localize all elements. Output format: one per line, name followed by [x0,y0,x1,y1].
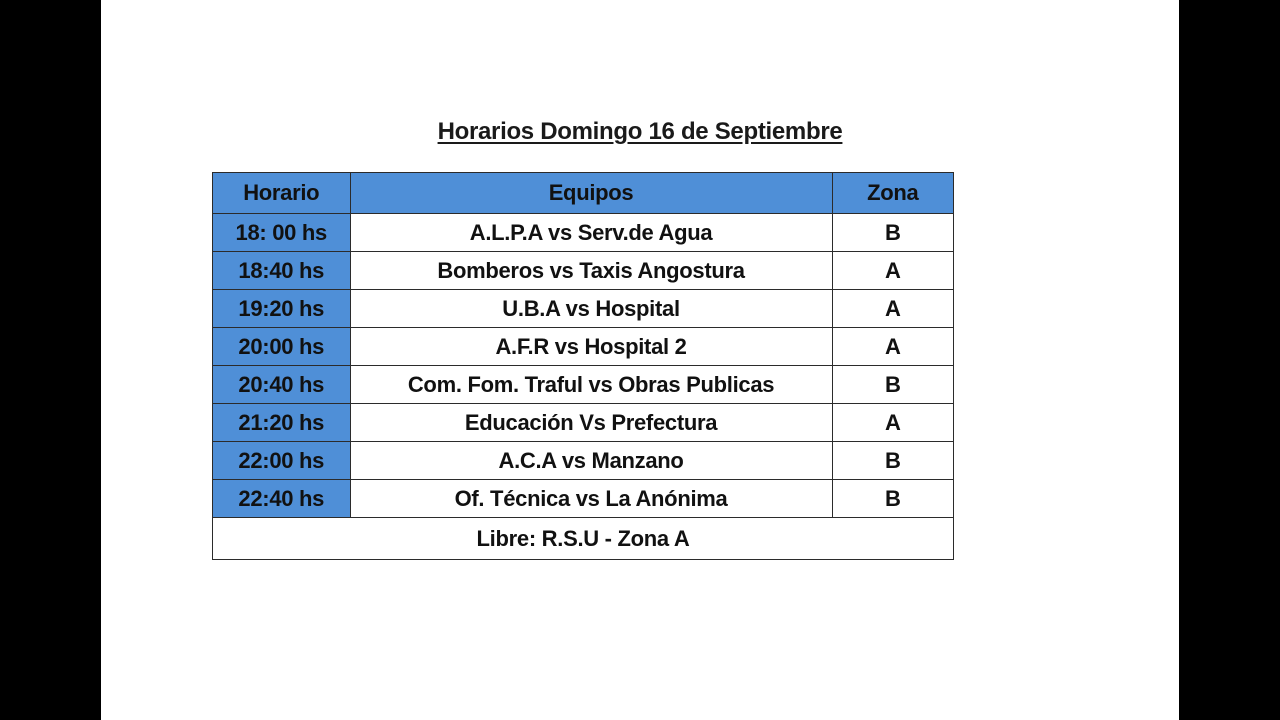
match-teams: A.L.P.A vs Serv.de Agua [350,214,832,252]
match-time: 19:20 hs [213,290,351,328]
match-zone: B [832,442,953,480]
match-time: 20:00 hs [213,328,351,366]
match-time: 22:00 hs [213,442,351,480]
header-row [213,173,954,214]
page-title: Horarios Domingo 16 de Septiembre [437,118,843,145]
match-time: 20:40 hs [213,366,351,404]
match-zone: B [832,366,953,404]
match-time: 18:40 hs [213,252,351,290]
match-teams: Educación Vs Prefectura [350,404,832,442]
match-teams: Com. Fom. Traful vs Obras Publicas [350,366,832,404]
header-teams: Equipos [350,173,832,214]
match-zone: A [832,252,953,290]
table-row [213,290,954,328]
match-time: 18: 00 hs [213,214,351,252]
table-row [213,328,954,366]
match-zone: A [832,328,953,366]
header-zone: Zona [832,173,953,214]
table-row [213,366,954,404]
table-row [213,480,954,518]
match-zone: A [832,404,953,442]
match-teams: Of. Técnica vs La Anónima [350,480,832,518]
document-page [101,0,1179,720]
match-time: 21:20 hs [213,404,351,442]
match-teams: Bomberos vs Taxis Angostura [350,252,832,290]
match-time: 22:40 hs [213,480,351,518]
header-time: Horario [213,173,351,214]
match-zone: A [832,290,953,328]
match-zone: B [832,480,953,518]
footer-row [213,518,954,560]
table-row [213,404,954,442]
table-row [213,252,954,290]
match-teams: A.C.A vs Manzano [350,442,832,480]
match-teams: A.F.R vs Hospital 2 [350,328,832,366]
bye-note: Libre: R.S.U - Zona A [213,518,954,560]
table-row [213,214,954,252]
table-row [213,442,954,480]
match-zone: B [832,214,953,252]
schedule-table [212,172,954,560]
match-teams: U.B.A vs Hospital [350,290,832,328]
